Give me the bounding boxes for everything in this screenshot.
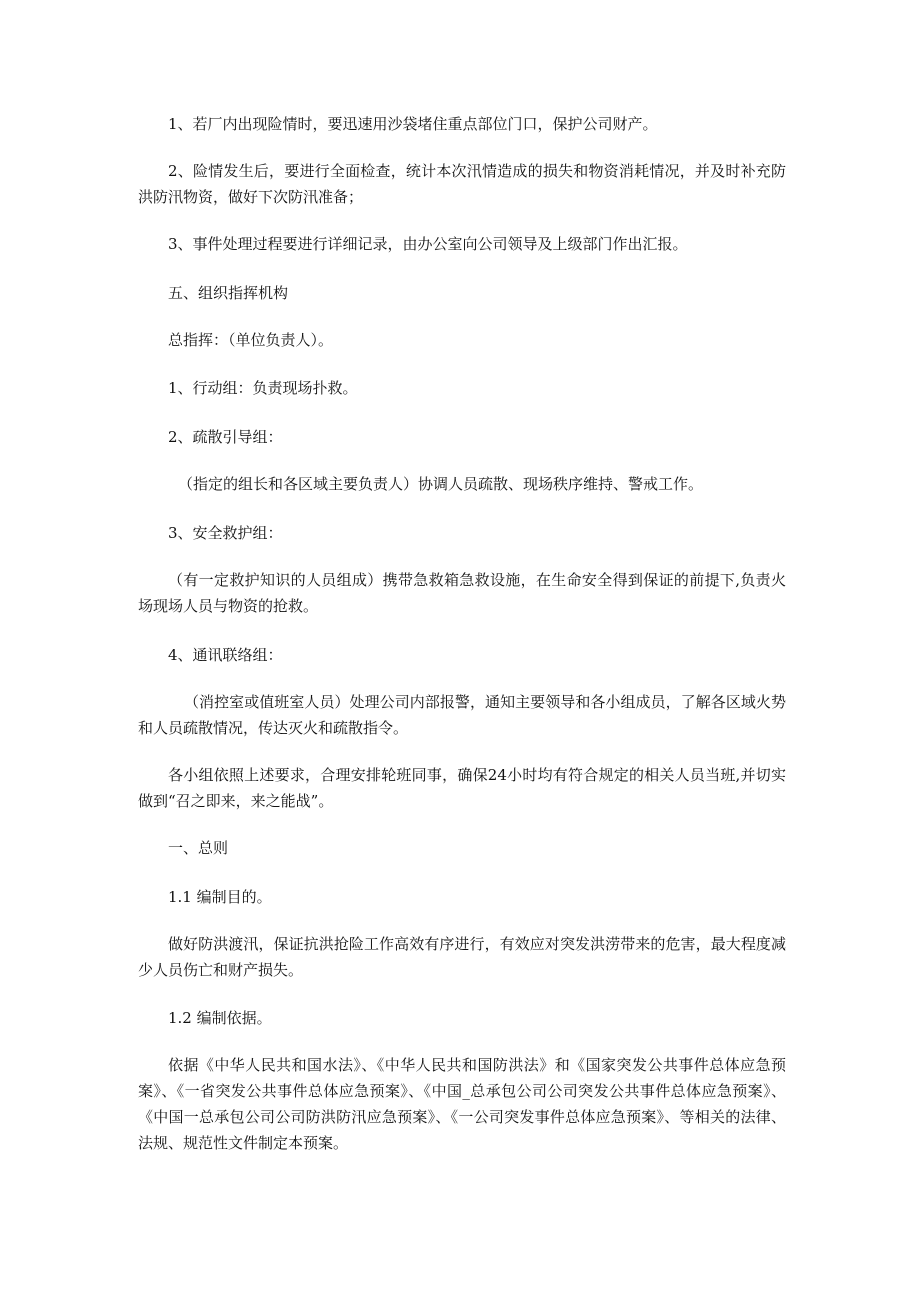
paragraph-flood-response-2: 2、险情发生后，要进行全面检查，统计本次汛情造成的损失和物资消耗情况，并及时补充防洪防汛物资，做好下次防汛准备； — [138, 162, 786, 206]
section-heading-general-principles: 一、总则 — [168, 839, 229, 857]
paragraph-evacuation-group: 2、疏散引导组： — [168, 428, 283, 446]
paragraph-rescue-group: 3、安全救护组： — [168, 524, 283, 542]
subheading-basis: 1.2 编制依据。 — [168, 1009, 272, 1027]
paragraph-communication-duty: （消控室或值班室人员）处理公司内部报警，通知主要领导和各小组成员，了解各区域火势和人员疏散情况，传达灭火和疏散指令。 — [138, 693, 786, 737]
section-heading-command-structure: 五、组织指挥机构 — [168, 284, 289, 302]
paragraph-purpose: 做好防洪渡汛，保证抗洪抢险工作高效有序进行，有效应对突发洪涝带来的危害，最大程度减少人员伤亡和财产损失。 — [138, 935, 786, 979]
paragraph-communication-group: 4、通讯联络组： — [168, 646, 283, 664]
paragraph-rescue-duty: （有一定救护知识的人员组成）携带急救箱急救设施，在生命安全得到保证的前提下,负责火场现场人员与物资的抢救。 — [138, 571, 786, 615]
paragraph-commander: 总指挥：（单位负责人）。 — [168, 331, 334, 349]
paragraph-flood-response-1: 1、若厂内出现险情时，要迅速用沙袋堵住重点部位门口，保护公司财产。 — [168, 115, 658, 133]
paragraph-flood-response-3: 3、事件处理过程要进行详细记录，由办公室向公司领导及上级部门作出汇报。 — [168, 235, 688, 253]
subheading-purpose: 1.1 编制目的。 — [168, 888, 272, 906]
paragraph-basis: 依据《中华人民共和国水法》、《中华人民共和国防洪法》和《国家突发公共事件总体应急预案》、《一省突发公共事件总体应急预案》、《中国_总承包公司公司突发公共事件总体应急预案》、《中国一总承包公司公司防洪防汛应急预案》、《一公司突发事件总体应急预案》、等相关的法律、法规、规范性文件制定本预案。 — [138, 1056, 786, 1152]
paragraph-shift-requirement: 各小组依照上述要求，合理安排轮班同事，确保24小时均有符合规定的相关人员当班,并切实做到“召之即来，来之能战”。 — [138, 766, 786, 810]
paragraph-action-group: 1、行动组：负责现场扑救。 — [168, 379, 358, 397]
paragraph-evacuation-duty: （指定的组长和各区域主要负责人）协调人员疏散、现场秩序维持、警戒工作。 — [178, 475, 704, 493]
